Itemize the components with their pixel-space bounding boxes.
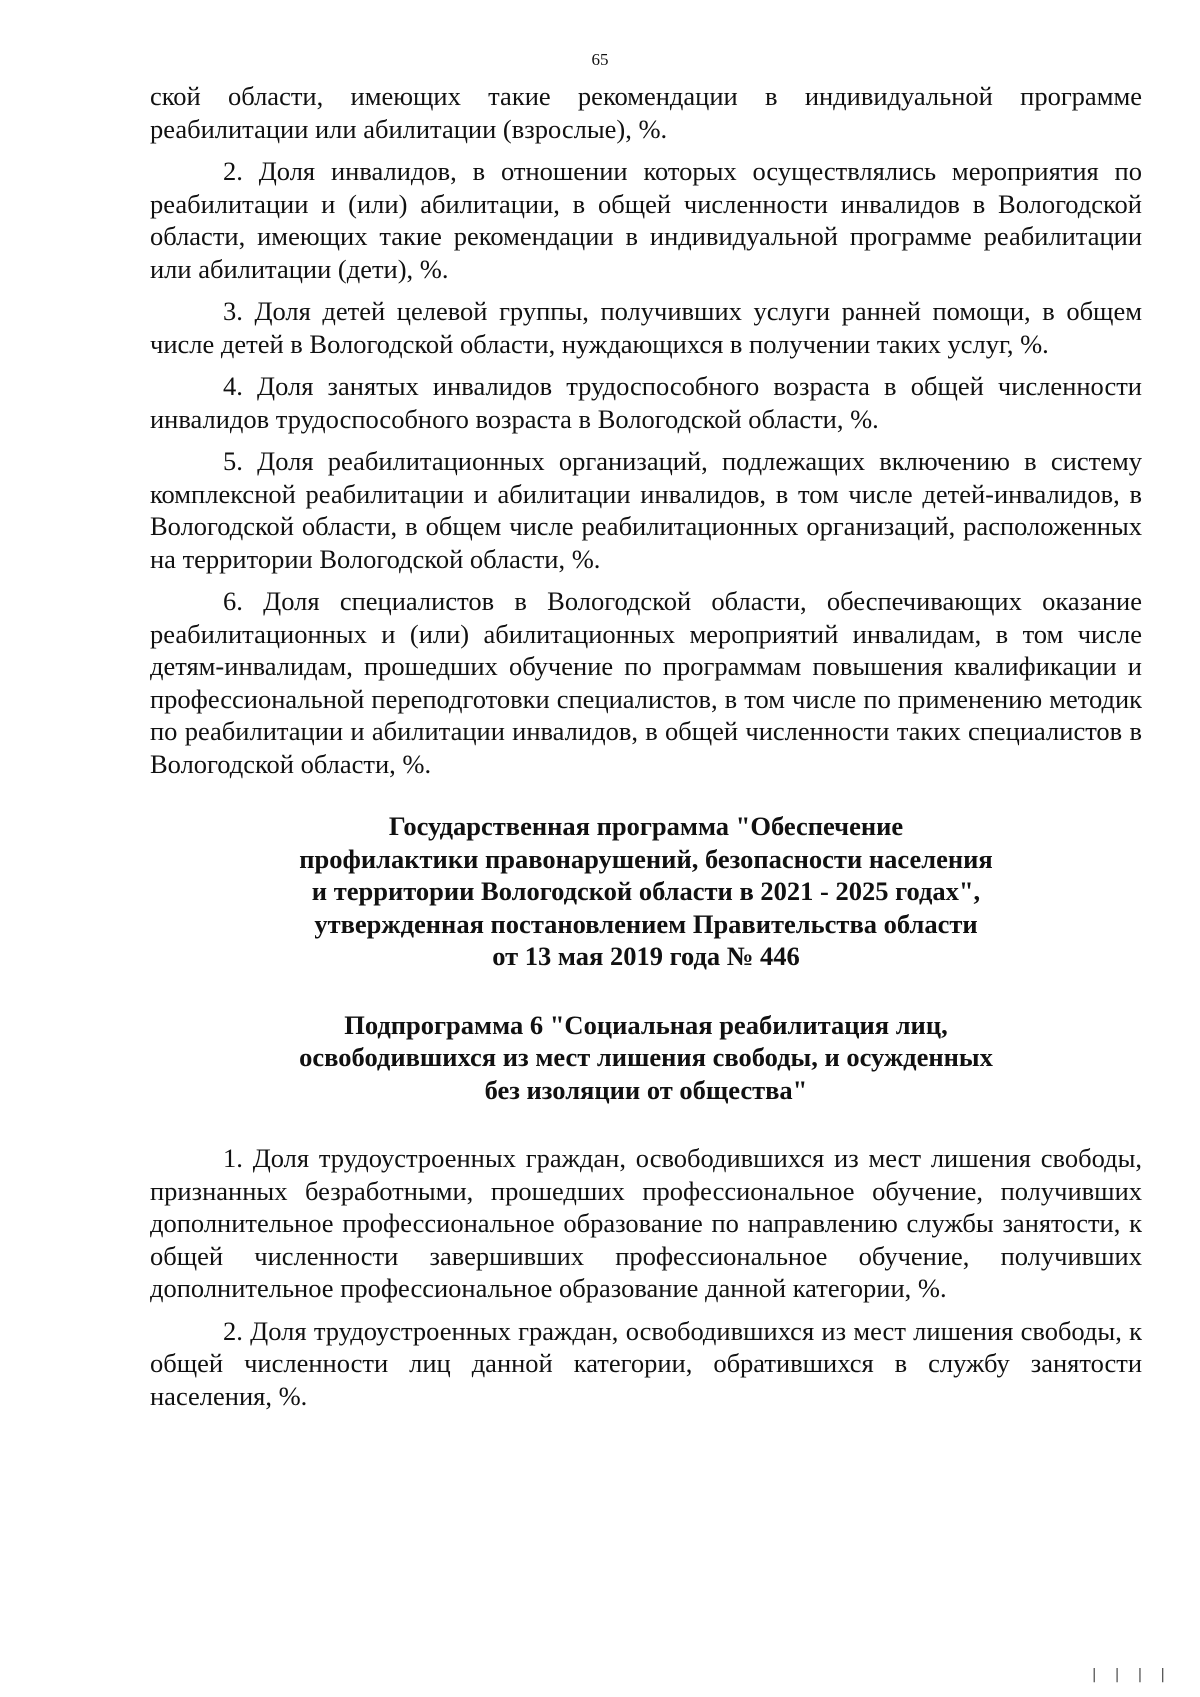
subprogram-heading-line: Подпрограмма 6 "Социальная реабилитация лиц,	[344, 1009, 948, 1040]
program-heading	[150, 810, 1142, 973]
document-body	[150, 80, 1142, 1422]
program-heading-line: Государственная программа "Обеспечение	[388, 811, 904, 841]
subprogram-heading	[150, 1009, 1142, 1107]
list-item: 3. Доля детей целевой группы, получивших услуги ранней помощи, в общем числе детей в Вологодской области, нуждающихся в получении таких услуг, %.	[150, 296, 1142, 359]
page-number: 65	[591, 50, 609, 69]
scan-artifact-marks: | | | |	[1089, 1667, 1170, 1683]
paragraph-continuation: ской области, имеющих такие рекомендации в индивидуальной программе реабилитации или абилитации (взрослые), %.	[150, 81, 1142, 144]
program-heading-line: утвержденная постановлением Правительства области	[314, 908, 978, 939]
list-item: 2. Доля трудоустроенных граждан, освободившихся из мест лишения свободы, к общей численности лиц данной категории, обратившихся в службу занятости населения, %.	[150, 1315, 1142, 1411]
program-heading-line: от 13 мая 2019 года № 446	[492, 941, 800, 971]
program-heading-line: профилактики правонарушений, безопасности населения	[299, 843, 993, 874]
list-item: 1. Доля трудоустроенных граждан, освободившихся из мест лишения свободы, признанных безработными, прошедших профессиональное обучение, получивших дополнительное профессиональное образование по направлению службы занятости, к общей численности завершивших профессиональное обучение, получивших дополнительное профессиональное образование данной категории, %.	[150, 1143, 1142, 1303]
list-item: 4. Доля занятых инвалидов трудоспособного возраста в общей численности инвалидов трудоспособного возраста в Вологодской области, %.	[150, 371, 1142, 434]
subprogram-heading-line: без изоляции от общества"	[484, 1074, 808, 1105]
list-item: 2. Доля инвалидов, в отношении которых осуществлялись мероприятия по реабилитации и (или) абилитации, в общей численности инвалидов в Вологодской области, имеющих такие рекомендации в индивидуальной программе реабилитации или абилитации (дети), %.	[150, 156, 1142, 284]
subprogram-heading-line: освободившихся из мест лишения свободы, и осужденных	[299, 1042, 993, 1072]
list-item: 5. Доля реабилитационных организаций, подлежащих включению в систему комплексной реабилитации и абилитации инвалидов, в том числе детей-инвалидов, в Вологодской области, в общем числе реабилитационных организаций, расположенных на территории Вологодской области, %.	[150, 446, 1142, 574]
program-heading-line: и территории Вологодской области в 2021 - 2025 годах",	[311, 876, 981, 906]
list-item: 6. Доля специалистов в Вологодской области, обеспечивающих оказание реабилитационных и (или) абилитационных мероприятий инвалидам, в том числе детям-инвалидам, прошедших обучение по программам повышения квалификации и профессиональной переподготовки специалистов, в том числе по применению методик по реабилитации и абилитации инвалидов, в общей численности таких специалистов в Вологодской области, %.	[150, 586, 1142, 779]
